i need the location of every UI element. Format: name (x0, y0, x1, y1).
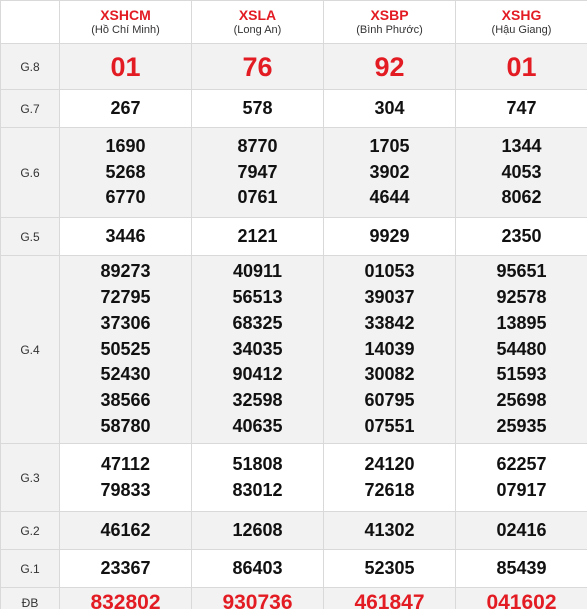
result-cell (60, 550, 192, 588)
result-number: 267 (110, 97, 141, 118)
result-number: 01053 (364, 261, 415, 282)
result-cell (324, 128, 456, 218)
result-number: 747 (506, 97, 537, 118)
result-cell (192, 90, 324, 128)
prize-label: G.5 (1, 218, 60, 256)
result-number: 79833 (100, 479, 151, 500)
result-number: 54480 (496, 338, 547, 359)
province-name: (Bình Phước) (356, 24, 423, 36)
result-cell (456, 44, 587, 90)
result-cell (324, 550, 456, 588)
result-number: 62257 (496, 453, 547, 474)
result-number: 01 (110, 51, 141, 82)
result-cell (60, 218, 192, 256)
result-number: 8770 (237, 135, 278, 156)
result-cell (456, 128, 587, 218)
result-number: 40911 (232, 261, 283, 282)
result-number: 9929 (369, 225, 410, 246)
result-cell (60, 128, 192, 218)
result-number: 041602 (486, 590, 557, 609)
result-cell (324, 44, 456, 90)
result-number: 30082 (364, 364, 415, 385)
result-cell (324, 444, 456, 512)
result-number: 92578 (496, 287, 547, 307)
result-number: 02416 (496, 519, 547, 540)
prize-label: G.6 (1, 128, 60, 218)
result-number: 12608 (232, 519, 283, 540)
prize-row-g7 (1, 90, 587, 128)
province-name: (Hậu Giang) (491, 24, 552, 36)
result-cell (60, 444, 192, 512)
result-number: 25935 (496, 415, 547, 436)
result-number: 13895 (496, 312, 547, 333)
result-cell (324, 512, 456, 550)
result-cell (456, 444, 587, 512)
result-number: 83012 (232, 479, 283, 500)
result-number: 76 (242, 51, 273, 82)
result-number: 72618 (364, 479, 415, 500)
province-header-xsla[interactable] (192, 1, 324, 44)
result-number: 4053 (501, 161, 542, 182)
result-number: 578 (242, 97, 273, 118)
result-number: 1344 (501, 135, 542, 156)
result-number: 3446 (105, 225, 146, 246)
prize-row-g6 (1, 128, 587, 218)
province-name: (Long An) (233, 24, 282, 36)
prize-row-g1 (1, 550, 587, 588)
result-number: 304 (374, 97, 405, 118)
result-cell (192, 444, 324, 512)
result-number: 51808 (232, 453, 283, 474)
prize-label: G.8 (1, 44, 60, 90)
result-cell (192, 588, 324, 609)
result-cell (324, 588, 456, 609)
result-cell (324, 90, 456, 128)
result-cell (456, 588, 587, 609)
prize-label: G.4 (1, 256, 60, 444)
result-number: 14039 (364, 338, 415, 359)
result-number: 01 (506, 51, 537, 82)
result-cell (60, 90, 192, 128)
prize-row-db (1, 588, 587, 609)
prize-label: G.2 (1, 512, 60, 550)
province-code[interactable]: XSHCM (100, 7, 151, 23)
result-number: 52430 (100, 364, 151, 385)
result-number: 58780 (100, 415, 151, 436)
result-number: 86403 (232, 557, 283, 578)
result-number: 37306 (100, 312, 151, 333)
result-number: 47112 (100, 453, 151, 474)
prize-label: G.1 (1, 550, 60, 588)
result-number: 1705 (369, 135, 410, 156)
result-cell (60, 588, 192, 609)
result-number: 56513 (232, 287, 283, 307)
result-number: 60795 (364, 390, 415, 411)
header-corner (1, 1, 60, 44)
result-cell (192, 512, 324, 550)
result-number: 46162 (100, 519, 151, 540)
province-code[interactable]: XSHG (501, 7, 542, 23)
result-number: 41302 (364, 519, 415, 540)
result-number: 6770 (105, 187, 146, 208)
result-number: 92 (374, 51, 405, 82)
result-number: 50525 (100, 338, 151, 359)
result-number: 39037 (364, 287, 415, 307)
result-cell (456, 512, 587, 550)
province-header-xshcm[interactable] (60, 1, 192, 44)
result-cell (324, 256, 456, 444)
result-number: 33842 (364, 312, 415, 333)
result-number: 7947 (237, 161, 278, 182)
province-header-xsbp[interactable] (324, 1, 456, 44)
result-number: 07551 (364, 415, 415, 436)
result-cell (456, 90, 587, 128)
result-number: 85439 (496, 557, 547, 578)
prize-label: G.3 (1, 444, 60, 512)
result-number: 1690 (105, 135, 146, 156)
result-number: 95651 (496, 261, 547, 282)
result-cell (192, 128, 324, 218)
province-name: (Hồ Chí Minh) (91, 24, 160, 36)
result-number: 23367 (100, 557, 151, 578)
result-number: 90412 (232, 364, 283, 385)
result-number: 34035 (232, 338, 283, 359)
result-number: 461847 (354, 590, 425, 609)
province-code[interactable]: XSLA (238, 7, 277, 23)
result-cell (456, 550, 587, 588)
result-number: 52305 (364, 557, 415, 578)
result-number: 0761 (237, 187, 278, 208)
result-number: 3902 (369, 161, 410, 182)
prize-row-g3 (1, 444, 587, 512)
result-number: 930736 (222, 590, 293, 609)
result-cell (60, 44, 192, 90)
result-cell (60, 256, 192, 444)
result-number: 38566 (100, 390, 151, 411)
result-number: 4644 (369, 187, 410, 208)
result-cell (192, 256, 324, 444)
result-number: 25698 (496, 390, 547, 411)
prize-label: ĐB (1, 588, 60, 609)
result-cell (192, 44, 324, 90)
results-body (1, 44, 587, 609)
result-number: 2121 (237, 225, 278, 246)
result-cell (192, 218, 324, 256)
result-cell (324, 218, 456, 256)
result-number: 2350 (501, 225, 542, 246)
result-number: 832802 (90, 590, 161, 609)
result-number: 24120 (364, 453, 415, 474)
prize-label: G.7 (1, 90, 60, 128)
result-cell (456, 218, 587, 256)
prize-row-g2 (1, 512, 587, 550)
result-cell (60, 512, 192, 550)
province-header-xshg[interactable] (456, 1, 587, 44)
province-code[interactable]: XSBP (370, 7, 409, 23)
result-number: 72795 (100, 287, 151, 307)
result-number: 8062 (501, 187, 542, 208)
result-number: 5268 (105, 161, 146, 182)
prize-row-g4 (1, 256, 587, 444)
result-number: 40635 (232, 415, 283, 436)
result-number: 68325 (232, 312, 283, 333)
province-header-row (1, 1, 587, 44)
result-number: 32598 (232, 390, 283, 411)
result-number: 07917 (496, 479, 547, 500)
result-number: 89273 (100, 261, 151, 282)
result-cell (192, 550, 324, 588)
prize-row-g8 (1, 44, 587, 90)
result-cell (456, 256, 587, 444)
result-number: 51593 (496, 364, 547, 385)
prize-row-g5 (1, 218, 587, 256)
